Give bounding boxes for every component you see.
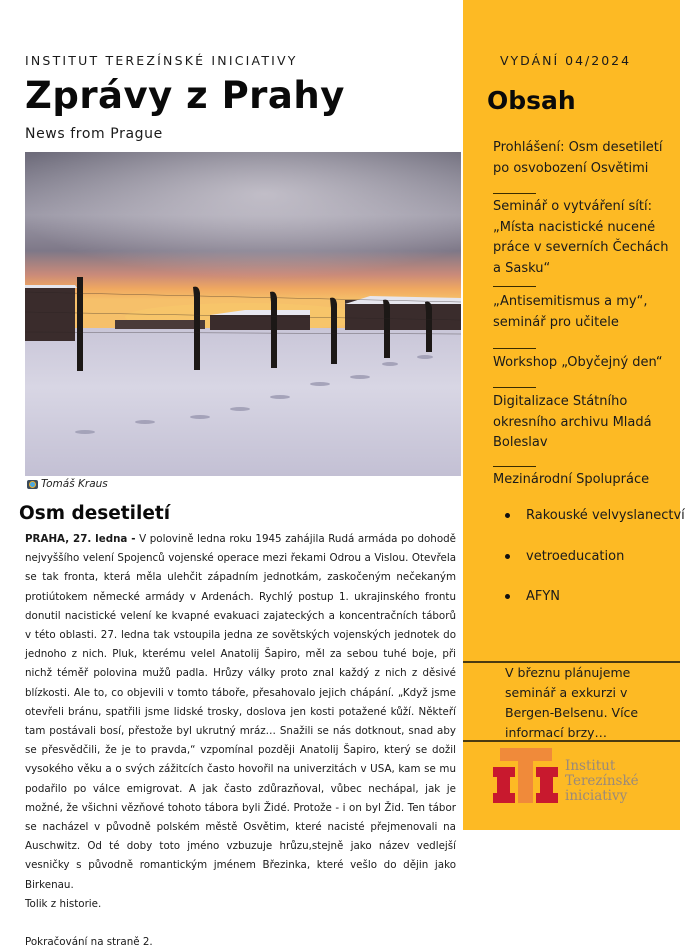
toc-item[interactable]: Mezinárodní Spolupráce (493, 472, 650, 487)
sidebar (463, 0, 685, 830)
partner-name: AFYN (526, 589, 561, 604)
article-heading: Osm desetiletí (19, 503, 171, 524)
toc-separator (493, 193, 536, 194)
toc-item[interactable]: Prohlášení: Osm desetiletí po osvobození Osvětimi (493, 140, 663, 176)
toc-separator (493, 387, 536, 388)
toc-heading: Obsah (487, 86, 576, 115)
institute-logo (493, 745, 663, 815)
article-text: V polovině ledna roku 1945 zahájila Rudá armáda po dohodě nejvyššího velení Spojenců vojenské operace mezi řekami Odrou a Vislou. Otevřela se tak fronta, která měla ulehčit západním jednotkám, zaskočeným nečekaným protiútokem německé armády v Ardenách. Rychlý postup 1. ukrajinského frontu donutil nacistické velení ke kvapné evakuaci zajateckých a koncentračních táborů v této oblasti. 27. ledna tak vstoupila jedna ze sovětských vojenských jednotek do jednoho z nich. Pluk, kterému velel Anatolij Šapiro, měl za sebou tuhé boje, při nichž téměř polovina mužů padla. Hrůzy války proto znal každý z nich z děsivé blízkosti. Ale to, co objevili v tomto táboře, přesahovalo jejich chápání. „Když jsme otevřeli bránu, spatřili jsme lidské trosky, doslova jen kosti potažené kůží. Někteří tam postávali bosí, přestože byl ukrutný mráz… Snažili se nás dotknout, snad aby se přesvědčili, že je to pravda,“ vzpomínal později Anatolij Šapiro, který se dožil vysokého věku a o svých zážitcích často hovořil na univerzitách v USA, kam se mu podařilo po válce emigrovat. A jak často zdůrazňoval, vůbec nechápal, jak je možné, že všichni vězňové tohoto tábora byli Židé. Protože - i on byl Žid. Ten tábor se nacházel v původně polském městě Osvětim, které nacisté přejmenovali na Auschwitz. Od té doby toto jméno vzbuzuje hrůzu,stejně jako název vedlejší vesničky s původně romantickým jménem Březinka, které vešlo do dějin jako Birkenau. (25, 533, 456, 891)
logo-line: Terezínské (565, 773, 639, 789)
toc-separator (493, 348, 536, 349)
toc-item[interactable]: Seminář o vytváření sítí: „Místa nacistické nucené práce v severních Čechách a Sasku“ (493, 199, 669, 276)
logo-line: iniciativy (565, 788, 628, 804)
issue-number: VYDÁNÍ 04/2024 (500, 53, 632, 68)
partner-name: vetroeducation (526, 549, 625, 564)
cover-photo (25, 152, 461, 476)
toc-item[interactable]: Digitalizace Státního okresního archivu Mladá Boleslav (493, 394, 652, 450)
partner-item[interactable] (493, 508, 685, 523)
toc-item[interactable]: „Antisemitismus a my“, seminář pro učitele (493, 294, 648, 330)
partner-name: Rakouské velvyslanectví (526, 508, 685, 523)
logo-line: Institut (565, 758, 616, 774)
logo-wordmark (565, 759, 639, 804)
itt-logo-icon (493, 745, 563, 805)
toc-item[interactable]: Workshop „Obyčejný den“ (493, 355, 663, 370)
toc-separator (493, 286, 536, 287)
publisher-name: INSTITUT TEREZÍNSKÉ INICIATIVY (25, 53, 298, 68)
divider (463, 740, 680, 742)
bullet-icon (505, 513, 510, 518)
partner-item[interactable] (493, 549, 624, 564)
bullet-icon (505, 594, 510, 599)
announcement: V březnu plánujeme seminář a exkurzi v Bergen-Belsenu. Více informací brzy… (505, 665, 639, 740)
snow-ground (25, 328, 461, 476)
bullet-icon (505, 554, 510, 559)
newsletter-subtitle: News from Prague (25, 126, 163, 142)
photo-credit-name: Tomáš Kraus (41, 478, 108, 490)
photo-credit (27, 478, 108, 490)
camera-icon (27, 480, 38, 489)
newsletter-title: Zprávy z Prahy (25, 74, 345, 117)
partner-item[interactable] (493, 589, 560, 604)
article-paragraph (25, 530, 456, 895)
article-body (25, 530, 456, 952)
article-dateline: PRAHA, 27. ledna - (25, 533, 136, 545)
toc-separator (493, 466, 536, 467)
continued-note: Pokračování na straně 2. (25, 936, 153, 949)
article-closing: Tolik z historie. (25, 897, 102, 910)
